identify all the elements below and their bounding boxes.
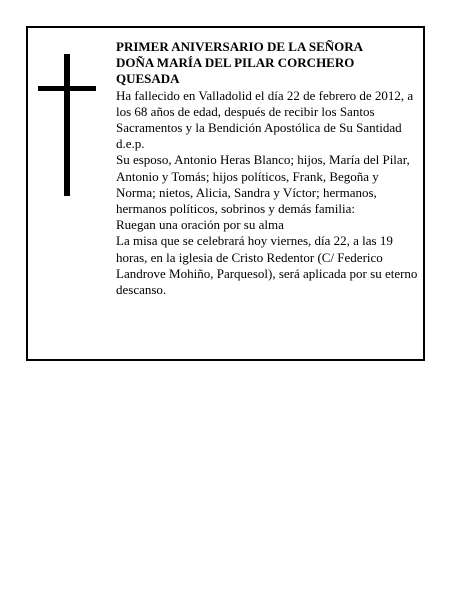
heading-line-3: QUESADA [116, 71, 180, 87]
prayer-line: Ruegan una oración por su alma [116, 217, 284, 233]
announcement-paragraph: Ha fallecido en Valladolid el día 22 de febrero de 2012, a los 68 años de edad, después de recibir los Santos Sacramentos y la Bendición Apostólica de Su Santidad [116, 87, 414, 136]
cross-horizontal-bar [38, 86, 96, 91]
cross-vertical-bar [64, 54, 70, 196]
heading-line-1: PRIMER ANIVERSARIO DE LA SEÑORA [116, 39, 364, 54]
obituary-text [116, 39, 420, 298]
family-paragraph: Su esposo, Antonio Heras Blanco; hijos, María del Pilar, Antonio y Tomás; hijos políticos, Frank, Begoña y Norma; nietos, Alicia, Sandra y Víctor; hermanos, hermanos políticos, sobrinos y demás familia: [116, 152, 410, 217]
heading-line-2: DOÑA MARÍA DEL PILAR CORCHERO [116, 55, 355, 71]
mass-paragraph: La misa que se celebrará hoy viernes, día 22, a las 19 horas, en la iglesia de Cristo Redentor (C/ Federico Landrove Mohiño, Parquesol), será aplicada por su eterno descanso. [116, 233, 418, 298]
cross-icon [38, 54, 96, 196]
rip-line: d.e.p. [116, 136, 145, 152]
